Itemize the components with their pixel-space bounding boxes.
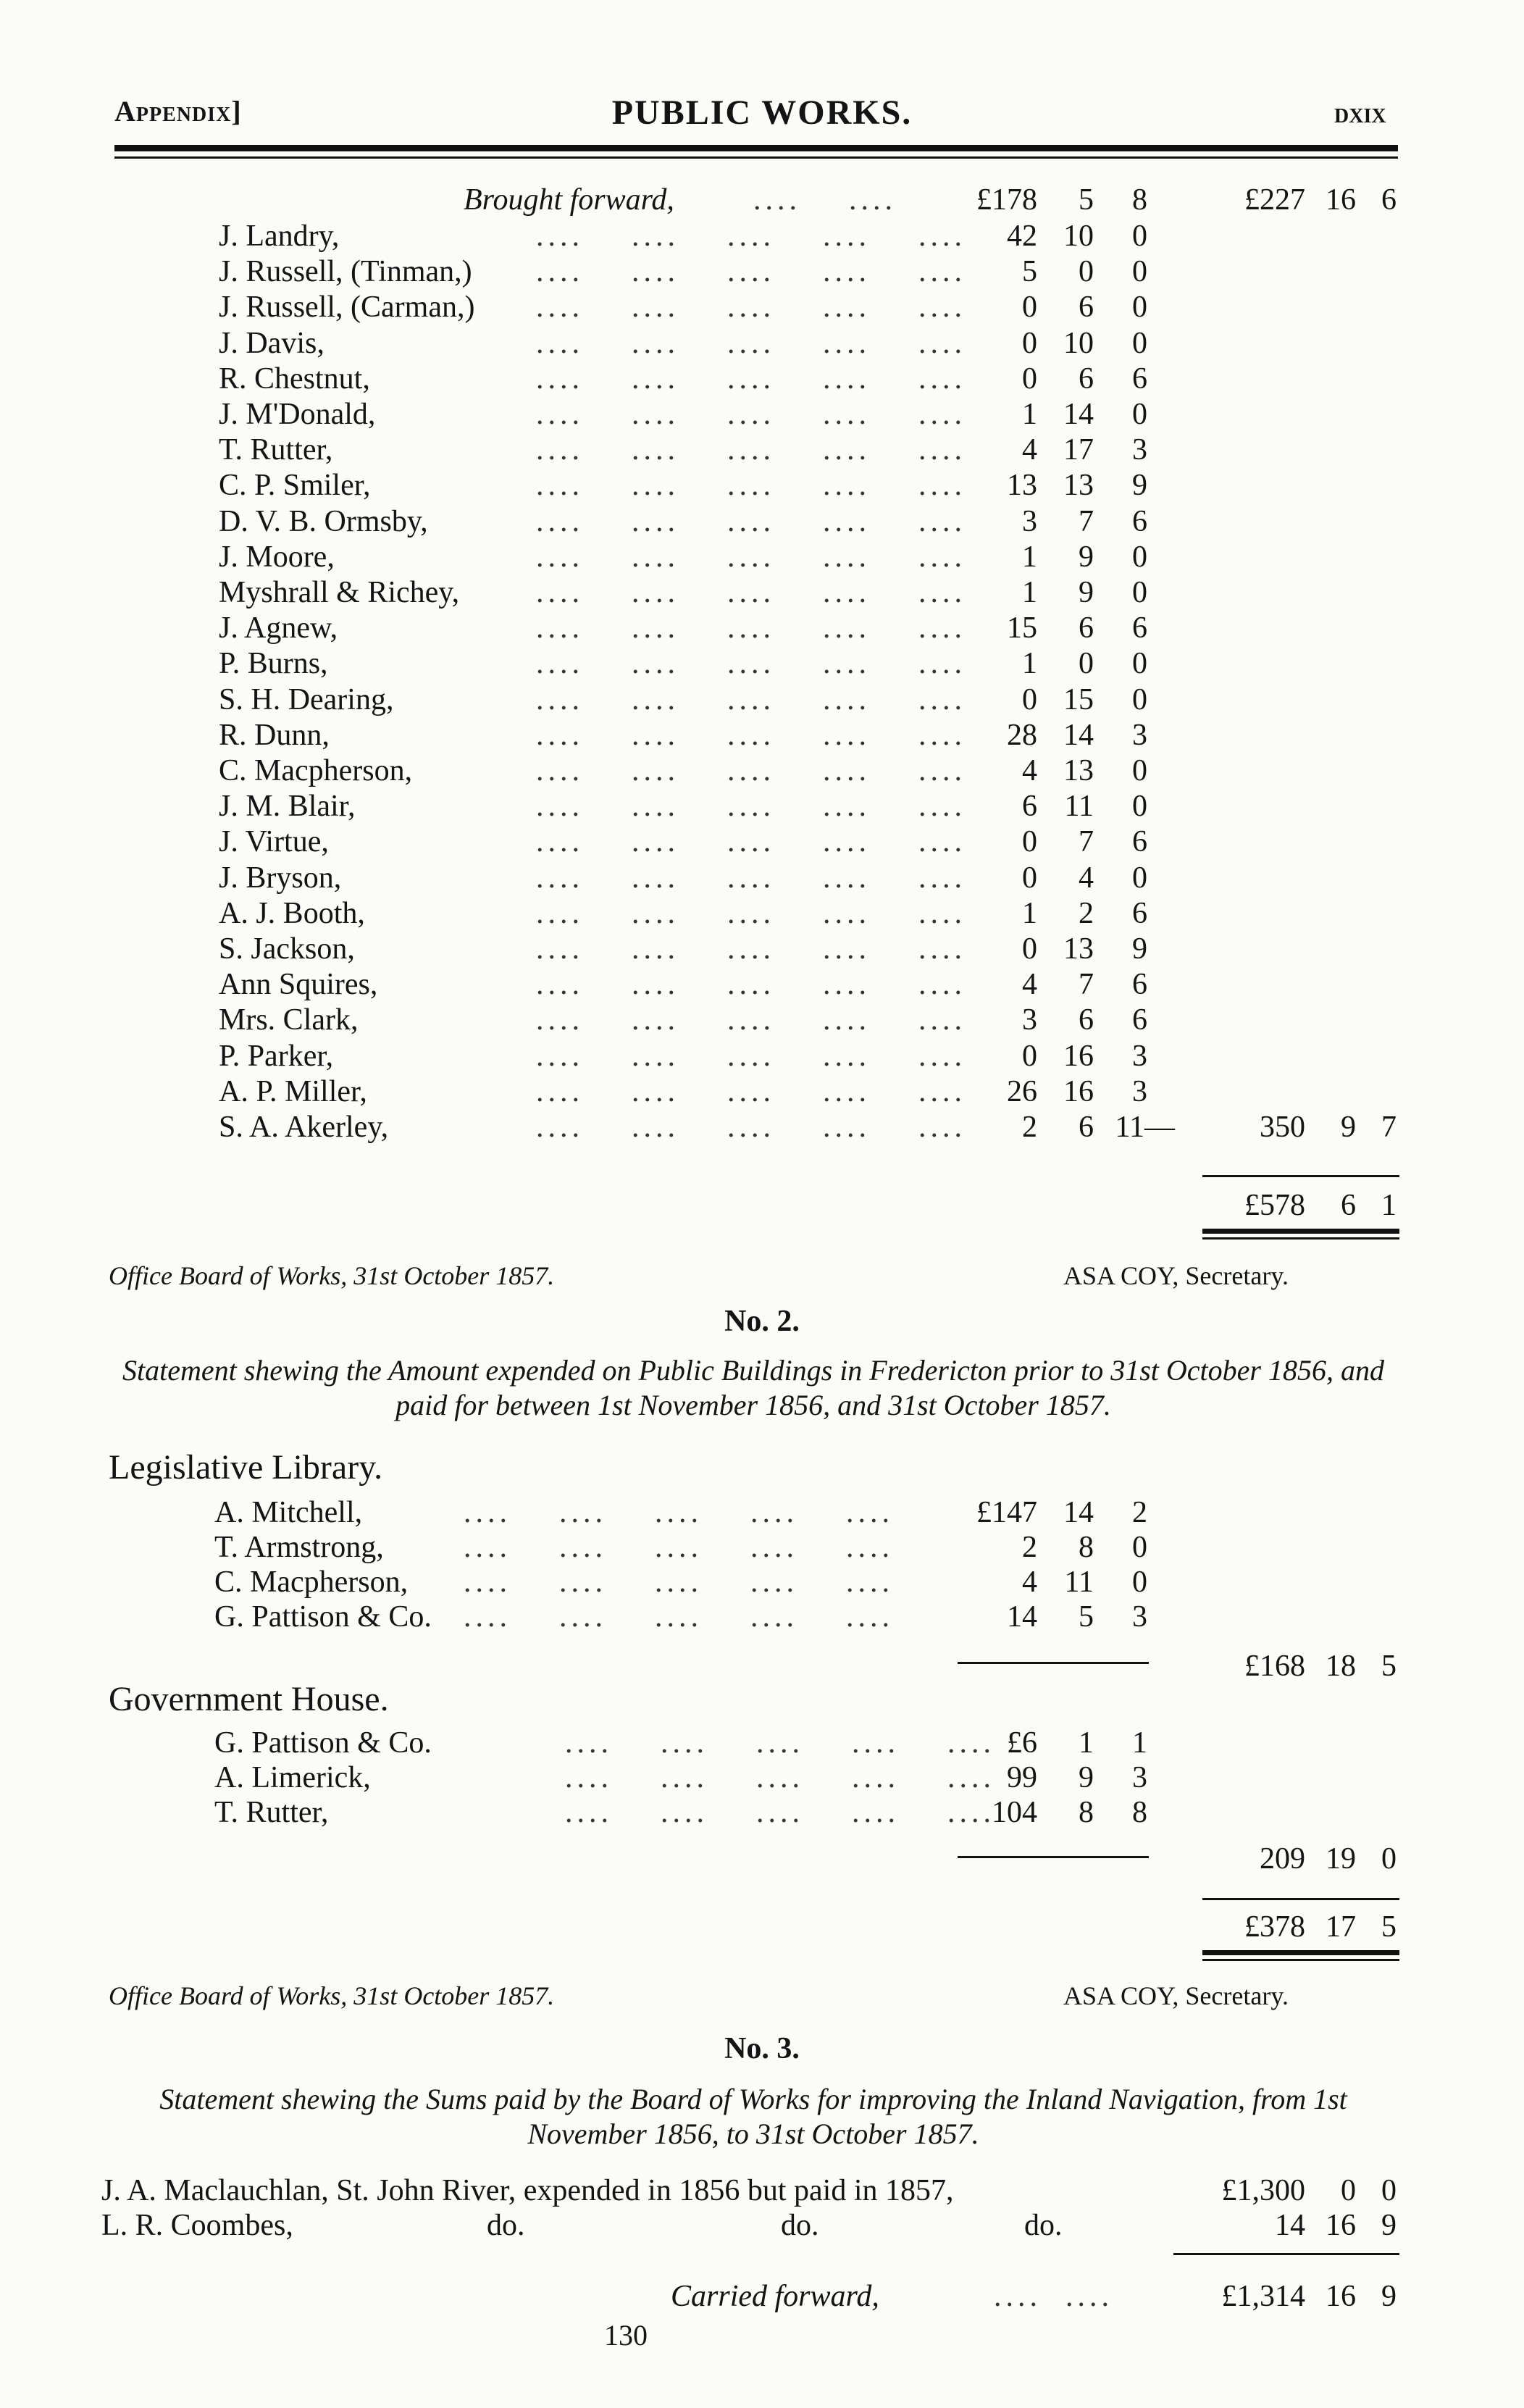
amount-pounds: 0 [1022, 1039, 1037, 1073]
leader-dots: .... .... .... .... .... [536, 932, 966, 966]
amount-pounds: 14 [1007, 1600, 1037, 1634]
amount-pounds: 0 [1022, 326, 1037, 360]
amount-pounds: 3 [1022, 504, 1037, 538]
double-rule-top [1202, 1229, 1399, 1234]
amount-pounds: 6 [1022, 790, 1037, 824]
leader-dots: .... .... .... .... .... [536, 398, 966, 431]
leader-dots: .... .... .... .... .... [536, 361, 966, 396]
group-total-row [0, 1841, 1524, 1878]
ditto-mark: do. [1024, 2209, 1063, 2242]
leader-dots: .... .... .... .... .... [464, 1565, 894, 1599]
leader-dots: .... .... .... .... .... [536, 861, 966, 895]
leader-dots: .... .... .... .... .... [536, 469, 966, 503]
leader-dots: .... .... .... .... .... [536, 433, 966, 467]
amount-pence: 0 [1132, 682, 1147, 716]
payee-name: A. Limerick, [214, 1761, 371, 1794]
leader-dots: .... .... .... .... .... [536, 540, 966, 574]
leader-dots: .... .... .... .... .... [536, 611, 966, 645]
grand-total-pence: 1 [1381, 1189, 1397, 1222]
amount-pounds: 4 [1022, 968, 1037, 1002]
amount-pounds: 0 [1022, 825, 1037, 859]
sum-rule [1202, 1898, 1399, 1900]
amount-shillings: 6 [1079, 1003, 1094, 1037]
amount-shillings: 15 [1063, 682, 1094, 716]
leader-dots: .... .... .... .... .... [464, 1496, 894, 1529]
grand-total-row [0, 1188, 1524, 1224]
payee-name: J. Landry, [219, 220, 340, 253]
leader-dots: .... .... .... .... .... [565, 1796, 995, 1829]
amount-pence: 6 [1132, 896, 1147, 930]
amount-pounds: £178 [976, 183, 1037, 217]
ledger-row [0, 967, 1524, 1003]
payee-name: C. Macpherson, [214, 1565, 409, 1599]
office-footer: Office Board of Works, 31st October 1857. [109, 1261, 555, 1290]
amount-shillings: 16 [1326, 2209, 1356, 2242]
ledger-row [0, 932, 1524, 968]
amount-pounds: 4 [1022, 754, 1037, 787]
amount-pence: 6 [1132, 968, 1147, 1002]
ledger-row [0, 1600, 1524, 1636]
leader-dots: .... .... .... .... .... [565, 1761, 995, 1794]
amount-pounds: 1 [1022, 896, 1037, 930]
payee-name: S. A. Akerley, [219, 1111, 389, 1144]
payee-name: C. P. Smiler, [219, 469, 371, 503]
amount-shillings: 11 [1064, 790, 1094, 824]
payee-name: J. M. Blair, [219, 790, 356, 824]
ledger-row [0, 432, 1524, 469]
leader-dots: .... .... [753, 183, 897, 217]
amount-shillings: 9 [1079, 540, 1094, 574]
amount-pounds: £1,300 [1221, 2174, 1305, 2207]
payee-name: G. Pattison & Co. [214, 1600, 432, 1634]
total-pence: 6 [1381, 183, 1397, 217]
payee-name: A. Mitchell, [214, 1496, 363, 1529]
ledger-row [0, 861, 1524, 897]
ledger-row [0, 1795, 1524, 1831]
leader-dots: .... .... .... .... .... [536, 326, 966, 360]
payee-name: R. Chestnut, [219, 361, 370, 396]
grand-total-pence: 5 [1381, 1910, 1397, 1944]
ledger-row [0, 1565, 1524, 1601]
amount-pence: 0 [1132, 861, 1147, 895]
payee-name: J. Moore, [219, 540, 335, 574]
amount-shillings: 10 [1063, 326, 1094, 360]
ditto-mark: do. [487, 2209, 525, 2242]
carried-forward-shillings: 16 [1326, 2280, 1356, 2313]
amount-shillings: 6 [1079, 611, 1094, 645]
amount-pence: 0 [1132, 1531, 1147, 1564]
entry-text: L. R. Coombes, [101, 2209, 293, 2242]
group-total-shillings: 18 [1326, 1650, 1356, 1683]
grand-total-pounds: £578 [1244, 1189, 1305, 1222]
carried-forward-label: Carried forward, [671, 2280, 879, 2313]
amount-shillings: 7 [1079, 504, 1094, 538]
ledger-row [0, 1530, 1524, 1566]
ledger-row [0, 504, 1524, 540]
payee-name: S. Jackson, [219, 932, 355, 966]
amount-pence: 0 [1132, 576, 1147, 609]
ledger-row [0, 540, 1524, 576]
amount-pence: 6 [1132, 611, 1147, 645]
amount-pounds: 4 [1022, 1565, 1037, 1599]
amount-shillings: 14 [1063, 1496, 1094, 1529]
amount-shillings: 14 [1063, 718, 1094, 752]
amount-pence: 0 [1132, 398, 1147, 431]
grand-total-row [0, 1910, 1524, 1946]
amount-pence: 0 [1132, 220, 1147, 253]
amount-shillings: 10 [1063, 220, 1094, 253]
amount-shillings: 9 [1079, 576, 1094, 609]
payee-name: A. J. Booth, [219, 896, 365, 930]
statement-heading: Statement shewing the Sums paid by the Board of Works for improving the Inland Navigation, from 1st November 1856, to 31st October 1857. [159, 2083, 1347, 2150]
amount-shillings: 4 [1079, 861, 1094, 895]
payee-name: Mrs. Clark, [219, 1003, 359, 1037]
payee-name: J. Virtue, [219, 825, 329, 859]
leader-dots: .... .... .... .... .... [536, 825, 966, 859]
amount-pounds: 14 [1275, 2209, 1305, 2242]
page-number: 130 [604, 2319, 648, 2351]
amount-pence: 0 [1132, 1565, 1147, 1599]
amount-shillings: 6 [1079, 290, 1094, 325]
ledger-row [0, 896, 1524, 932]
amount-shillings: 7 [1079, 825, 1094, 859]
group-total-shillings: 19 [1326, 1842, 1356, 1876]
navigation-entry-row [0, 2173, 1524, 2210]
payee-name: J. Russell, (Tinman,) [219, 255, 472, 289]
leader-dots: .... .... .... .... .... [464, 1531, 894, 1564]
group-total-pounds: £168 [1244, 1650, 1305, 1683]
ledger-row [0, 682, 1524, 719]
amount-pounds: £147 [976, 1496, 1037, 1529]
amount-shillings: 0 [1079, 255, 1094, 289]
leader-dots: .... .... .... .... .... [536, 896, 966, 930]
amount-shillings: 11 [1064, 1565, 1094, 1599]
payee-name: J. Agnew, [219, 611, 338, 645]
amount-pence: 8 [1132, 183, 1147, 217]
amount-pence: 0 [1132, 540, 1147, 574]
section-number: No. 3. [724, 2032, 800, 2065]
payee-name: J. M'Donald, [219, 398, 376, 431]
leader-dots: .... .... .... .... .... [536, 682, 966, 716]
amount-shillings: 7 [1079, 968, 1094, 1002]
payee-name: Myshrall & Richey, [219, 576, 460, 609]
amount-shillings: 13 [1063, 469, 1094, 503]
payee-name: J. Bryson, [219, 861, 342, 895]
amount-shillings: 0 [1079, 647, 1094, 681]
amount-pounds: 1 [1022, 540, 1037, 574]
leader-dots: .... .... .... .... .... [536, 1003, 966, 1037]
grand-total-shillings: 6 [1341, 1189, 1356, 1222]
amount-pence: 9 [1381, 2209, 1397, 2242]
grand-total-pounds: £378 [1244, 1910, 1305, 1944]
amount-pence: 3 [1132, 718, 1147, 752]
ledger-row [0, 718, 1524, 754]
amount-pence: 0 [1132, 790, 1147, 824]
total-pence: 7 [1381, 1111, 1397, 1144]
ledger-row [0, 1760, 1524, 1797]
leader-dots: .... .... .... .... .... [536, 576, 966, 609]
ledger-row [0, 824, 1524, 861]
brought-forward-label: Brought forward, [464, 183, 674, 217]
amount-shillings: 13 [1063, 932, 1094, 966]
amount-pence: 6 [1132, 1003, 1147, 1037]
payee-name: J. Russell, (Carman,) [219, 290, 475, 325]
amount-shillings: 8 [1079, 1531, 1094, 1564]
leader-dots: .... .... .... .... .... [536, 220, 966, 253]
secretary-signature: ASA COY, Secretary. [1063, 1261, 1289, 1290]
amount-pounds: 0 [1022, 361, 1037, 396]
statement-heading: Statement shewing the Amount expended on Public Buildings in Fredericton prior to 31st October 1856, and paid for between 1st November 1856, and 31st October 1857. [122, 1354, 1384, 1421]
ledger-row [0, 397, 1524, 433]
leader-dots: .... .... .... .... .... [536, 968, 966, 1002]
amount-pence: 3 [1132, 433, 1147, 467]
leader-dots: .... .... .... .... .... [565, 1726, 995, 1760]
sum-rule [1202, 1175, 1399, 1177]
ledger-row [0, 326, 1524, 362]
header-left: Appendix] [114, 95, 242, 127]
ledger-row [0, 468, 1524, 504]
amount-pence: 3 [1132, 1039, 1147, 1073]
total-shillings: 16 [1326, 183, 1356, 217]
ledger-row [0, 611, 1524, 647]
ledger-row [0, 361, 1524, 398]
leader-dots: .... .... .... .... .... [536, 647, 966, 681]
leader-dots: .... .... .... .... .... [464, 1600, 894, 1634]
leader-dots: .... .... .... .... .... [536, 790, 966, 824]
payee-name: A. P. Miller, [219, 1074, 367, 1108]
total-pounds: 350 [1260, 1111, 1305, 1144]
payee-name: T. Armstrong, [214, 1531, 384, 1564]
page-roman-number: dxix [1334, 96, 1386, 129]
payee-name: D. V. B. Ormsby, [219, 504, 428, 538]
section-number: No. 2. [724, 1305, 800, 1338]
amount-pence: 0 [1132, 255, 1147, 289]
amount-pence: 3 [1132, 1600, 1147, 1634]
brought-forward-row [0, 183, 1524, 219]
double-rule-top [1202, 1950, 1399, 1955]
amount-pence: 0 [1381, 2174, 1397, 2207]
leader-dots: .... .... .... .... .... [536, 255, 966, 289]
page-title: PUBLIC WORKS. [611, 93, 913, 132]
carried-forward-pence: 9 [1381, 2280, 1397, 2313]
amount-shillings: 2 [1079, 896, 1094, 930]
ledger-row [0, 575, 1524, 611]
sum-rule [1173, 2253, 1399, 2255]
amount-shillings: 16 [1063, 1039, 1094, 1073]
amount-pence: 0 [1132, 290, 1147, 325]
navigation-entry-row [0, 2208, 1524, 2244]
total-pounds: £227 [1244, 183, 1305, 217]
payee-name: P. Burns, [219, 647, 328, 681]
payee-name: J. Davis, [219, 326, 325, 360]
payee-name: G. Pattison & Co. [214, 1726, 432, 1760]
amount-pounds: 2 [1022, 1111, 1037, 1144]
amount-pence: 11— [1115, 1111, 1175, 1144]
payee-name: S. H. Dearing, [219, 682, 394, 716]
amount-pence: 6 [1132, 825, 1147, 859]
amount-shillings: 6 [1079, 1111, 1094, 1144]
amount-shillings: 0 [1341, 2174, 1356, 2207]
ledger-row [0, 1003, 1524, 1039]
amount-pounds: 0 [1022, 290, 1037, 325]
amount-shillings: 13 [1063, 754, 1094, 787]
amount-shillings: 6 [1079, 361, 1094, 396]
payee-name: R. Dunn, [219, 718, 330, 752]
amount-pounds: 13 [1007, 469, 1037, 503]
amount-pounds: 3 [1022, 1003, 1037, 1037]
amount-pounds: 5 [1022, 255, 1037, 289]
amount-pounds: 15 [1007, 611, 1037, 645]
amount-pounds: 0 [1022, 932, 1037, 966]
amount-pence: 8 [1132, 1796, 1147, 1829]
group-total-pounds: 209 [1260, 1842, 1305, 1876]
amount-shillings: 8 [1079, 1796, 1094, 1829]
amount-pence: 9 [1132, 469, 1147, 503]
leader-dots: .... .... .... .... .... [536, 1039, 966, 1073]
amount-pounds: 2 [1022, 1531, 1037, 1564]
ledger-row [0, 646, 1524, 682]
amount-pence: 3 [1132, 1761, 1147, 1794]
ledger-row [0, 254, 1524, 290]
double-rule-bottom [1202, 1237, 1399, 1239]
amount-pence: 0 [1132, 754, 1147, 787]
amount-shillings: 9 [1079, 1761, 1094, 1794]
amount-pounds: 4 [1022, 433, 1037, 467]
group-title-government-house: Government House. [109, 1680, 389, 1718]
amount-pounds: 1 [1022, 576, 1037, 609]
secretary-signature: ASA COY, Secretary. [1063, 1981, 1289, 2010]
carried-forward-row [0, 2279, 1524, 2315]
ledger-row [0, 789, 1524, 825]
payee-name: T. Rutter, [214, 1796, 329, 1829]
amount-pounds: £6 [1007, 1726, 1037, 1760]
office-footer: Office Board of Works, 31st October 1857. [109, 1981, 555, 2010]
group-total-pence: 0 [1381, 1842, 1397, 1876]
total-shillings: 9 [1341, 1111, 1356, 1144]
amount-pence: 0 [1132, 326, 1147, 360]
amount-pence: 2 [1132, 1496, 1147, 1529]
amount-pence: 6 [1132, 361, 1147, 396]
amount-pounds: 26 [1007, 1074, 1037, 1108]
ledger-row [0, 753, 1524, 790]
carried-forward-pounds: £1,314 [1221, 2280, 1305, 2313]
header-rule-thick [114, 145, 1398, 151]
amount-pounds: 1 [1022, 398, 1037, 431]
double-rule-bottom [1202, 1959, 1399, 1961]
amount-pounds: 0 [1022, 682, 1037, 716]
amount-pounds: 1 [1022, 647, 1037, 681]
amount-shillings: 14 [1063, 398, 1094, 431]
group-total-pence: 5 [1381, 1650, 1397, 1683]
amount-pence: 0 [1132, 647, 1147, 681]
ledger-row [0, 1110, 1524, 1146]
leader-dots: .... .... [994, 2280, 1113, 2313]
amount-pence: 3 [1132, 1074, 1147, 1108]
ledger-row [0, 1726, 1524, 1762]
amount-shillings: 16 [1063, 1074, 1094, 1108]
leader-dots: .... .... .... .... .... [536, 290, 966, 325]
leader-dots: .... .... .... .... .... [536, 1111, 966, 1144]
amount-pence: 1 [1132, 1726, 1147, 1760]
amount-shillings: 17 [1063, 433, 1094, 467]
entry-text: J. A. Maclauchlan, St. John River, expended in 1856 but paid in 1857, [101, 2174, 954, 2207]
leader-dots: .... .... .... .... .... [536, 1074, 966, 1108]
amount-pounds: 0 [1022, 861, 1037, 895]
amount-shillings: 5 [1079, 1600, 1094, 1634]
grand-total-shillings: 17 [1326, 1910, 1356, 1944]
amount-pence: 9 [1132, 932, 1147, 966]
ledger-row [0, 1495, 1524, 1531]
amount-pounds: 28 [1007, 718, 1037, 752]
ledger-row [0, 219, 1524, 255]
amount-shillings: 5 [1079, 183, 1094, 217]
amount-pounds: 104 [992, 1796, 1037, 1829]
amount-pence: 6 [1132, 504, 1147, 538]
amount-shillings: 1 [1079, 1726, 1094, 1760]
leader-dots: .... .... .... .... .... [536, 754, 966, 787]
amount-pounds: 42 [1007, 220, 1037, 253]
amount-pounds: 99 [1007, 1761, 1037, 1794]
leader-dots: .... .... .... .... .... [536, 718, 966, 752]
group-title-legislative-library: Legislative Library. [109, 1448, 383, 1487]
payee-name: T. Rutter, [219, 433, 333, 467]
payee-name: Ann Squires, [219, 968, 378, 1002]
payee-name: C. Macpherson, [219, 754, 413, 787]
leader-dots: .... .... .... .... .... [536, 504, 966, 538]
ditto-mark: do. [781, 2209, 819, 2242]
ledger-row [0, 290, 1524, 326]
ledger-row [0, 1039, 1524, 1075]
payee-name: P. Parker, [219, 1039, 334, 1073]
header-rule-thin [114, 156, 1398, 159]
ledger-row [0, 1074, 1524, 1111]
